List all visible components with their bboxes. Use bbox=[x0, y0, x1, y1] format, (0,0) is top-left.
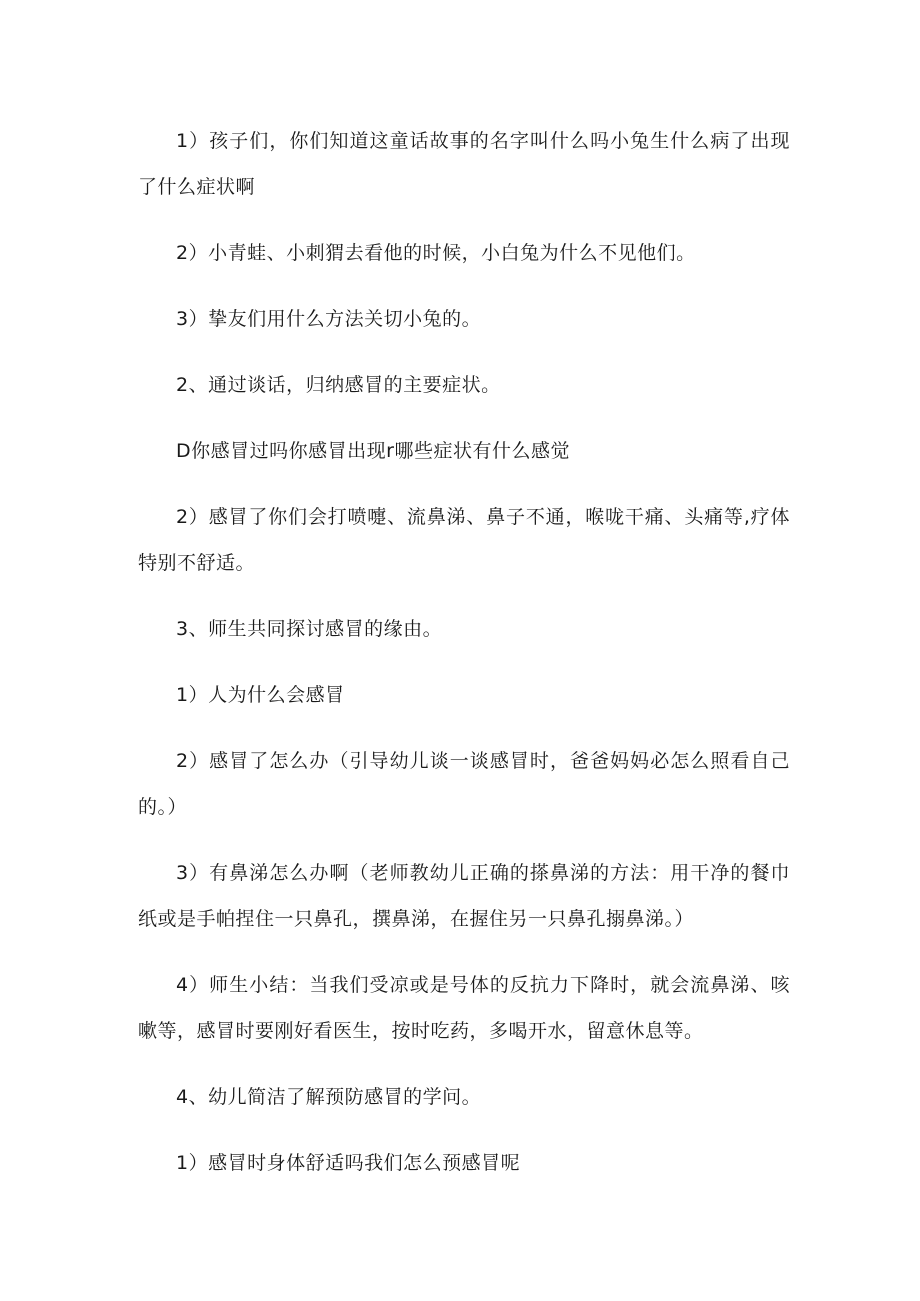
paragraph-story-questions: 1）孩子们，你们知道这童话故事的名字叫什么吗小兔生什么病了出现了什么症状啊 bbox=[138, 130, 790, 198]
paragraph-friends-care: 3）挚友们用什么方法关切小兔的。 bbox=[176, 308, 482, 330]
paragraph-runny-nose: 3）有鼻涕怎么办啊（老师教幼儿正确的搽鼻涕的方法：用干净的餐巾纸或是手帕捏住一只鼻孔，撰鼻涕，在握住另一只鼻孔搦鼻涕。） bbox=[138, 862, 790, 930]
paragraph-why-not-see: 2）小青蛙、小刺猬去看他的时候，小白兔为什么不见他们。 bbox=[176, 242, 696, 264]
paragraph-section-2-heading: 2、通过谈话，归纳感冒的主要症状。 bbox=[176, 374, 501, 396]
paragraph-have-you-had-cold: D你感冒过吗你感冒出现r哪些症状有什么感觉 bbox=[176, 440, 570, 462]
paragraph-prevention-question: 1）感冒时身体舒适吗我们怎么预感冒呢 bbox=[176, 1152, 521, 1174]
paragraph-section-3-heading: 3、师生共同探讨感冒的缘由。 bbox=[176, 618, 443, 640]
paragraph-section-4-heading: 4、幼儿简洁了解预防感冒的学问。 bbox=[176, 1086, 482, 1108]
paragraph-cold-symptoms: 2）感冒了你们会打喷嚏、流鼻涕、鼻子不通，喉咙干痛、头痛等,疗体特别不舒适。 bbox=[138, 506, 790, 574]
paragraph-why-catch-cold: 1）人为什么会感冒 bbox=[176, 684, 345, 706]
paragraph-what-to-do: 2）感冒了怎么办（引导幼儿谈一谈感冒时，爸爸妈妈必怎么照看自己的。） bbox=[138, 750, 790, 818]
paragraph-summary: 4）师生小结：当我们受凉或是号体的反抗力下降时，就会流鼻涕、咳嗽等，感冒时要刚好看医生，按时吃药，多喝开水，留意休息等。 bbox=[138, 974, 790, 1042]
